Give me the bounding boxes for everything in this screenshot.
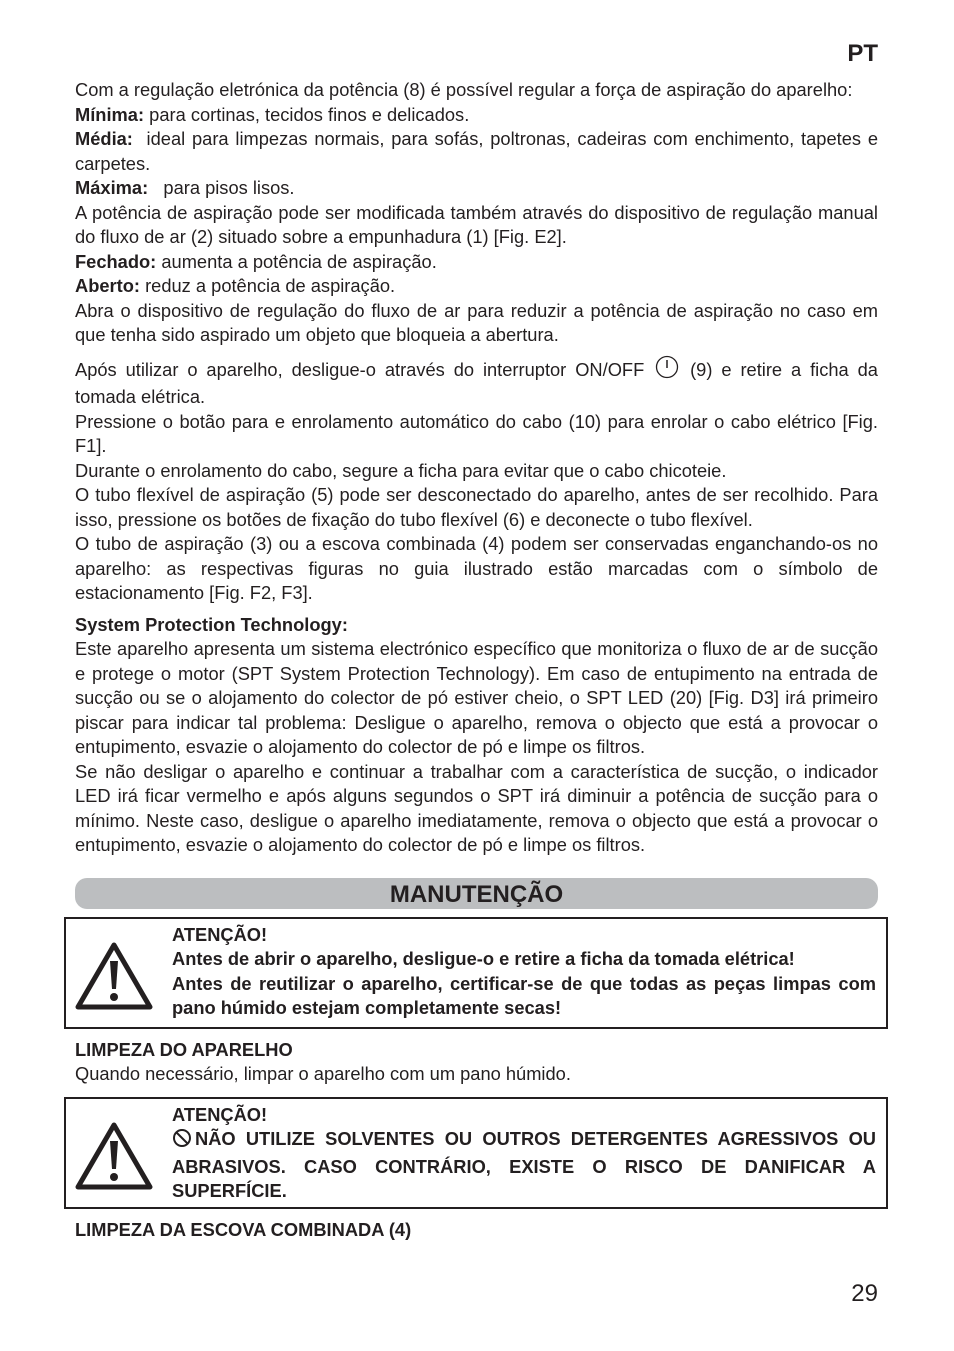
manual-regulation-text: A potência de aspiração pode ser modificada também através do dispositivo de regulação manual do fluxo de ar (2) situado sobre a empunhadura (1) [Fig. E2]. (75, 201, 878, 247)
cable-rewind-text: Pressione o botão para e enrolamento automático do cabo (10) para enrolar o cabo elétrico [Fig. F1]. (75, 410, 878, 456)
closed-setting: Fechado: aumenta a potência de aspiração. (75, 250, 437, 272)
warning-box-2 (64, 1097, 888, 1209)
warning-triangle-icon (74, 1121, 154, 1198)
warning-1-line-2: Antes de reutilizar o aparelho, certificar-se de que todas as peças limpas com pano húmido estejam completamente secas! (172, 972, 876, 1018)
warning-1-line-1: Antes de abrir o aparelho, desligue-o e retire a ficha da tomada elétrica! (172, 948, 795, 969)
warning-2-text: NÃO UTILIZE SOLVENTES OU OUTROS DETERGENTES AGRESSIVOS OU ABRASIVOS. CASO CONTRÁRIO, EXISTE O RISCO DE DANIFICAR A SUPERFÍCIE. (172, 1128, 876, 1201)
hose-text: O tubo flexível de aspiração (5) pode ser desconectado do aparelho, antes de ser recolhido. Para isso, pressione os botões de fixação do tubo flexível (6) e deconecte o tubo flexível. (75, 484, 878, 530)
open-setting: Aberto: reduz a potência de aspiração. (75, 275, 396, 296)
prohibited-icon (172, 1128, 192, 1155)
cleaning-text: Quando necessário, limpar o aparelho com um pano húmido. (75, 1063, 571, 1084)
page-number: 29 (851, 1280, 878, 1307)
spt-text-1: Este aparelho apresenta um sistema electrónico específico que monitoriza o fluxo de ar de sucção e protege o motor (SPT System Protection Technology). Em caso de entupimento na entrada de sucção ou se o alojamento do colector de pó estiver cheio, o SPT LED (20) [Fig. D3] irá primeiro piscar para indicar tal problema: Desligue o aparelho, remova o objecto que está a provocar o entupimento, esvazie o alojamento do colector de pó e limpe os filtros. (75, 638, 878, 757)
warning-box-1 (64, 917, 888, 1029)
warning-triangle-icon (74, 941, 154, 1018)
max-setting: Máxima: para pisos lisos. (75, 177, 295, 198)
hold-plug-text: Durante o enrolamento do cabo, segure a ficha para evitar que o cabo chicoteie. (75, 459, 727, 481)
parking-text: O tubo de aspiração (3) ou a escova combinada (4) podem ser conservadas enganchando-os no aparelho: as respectivas figuras no guia ilustrado estão marcadas com o símbolo de estacionamento [Fig. F2, F3]. (75, 533, 878, 603)
brush-cleaning-title: LIMPEZA DA ESCOVA COMBINADA (4) (75, 1218, 412, 1240)
page-content (75, 78, 878, 1242)
warning-2-title: ATENÇÃO! (172, 1103, 268, 1125)
spt-title: System Protection Technology: (75, 613, 348, 635)
open-valve-text: Abra o dispositivo de regulação do fluxo de ar para reduzir a potência de aspiração no caso em que tenha sido aspirado um objeto que bloqueia a abertura. (75, 299, 878, 345)
med-setting: Média: ideal para limpezas normais, para sofás, poltronas, cadeiras com enchimento, tapetes e carpetes. (75, 128, 878, 174)
spt-text-2: Se não desligar o aparelho e continuar a trabalhar com a característica de sucção, o indicador LED irá ficar vermelho e após alguns segundos o SPT irá diminuir a potência de sucção para o mínimo. Neste caso, desligue o aparelho imediatamente, remova o objecto que está a provocar o entupimento, esvazie o alojamento do colector de pó e limpe os filtros. (75, 760, 878, 855)
section-title-maintenance: MANUTENÇÃO (75, 878, 878, 909)
language-code: PT (847, 40, 878, 67)
cleaning-title: LIMPEZA DO APARELHO (75, 1038, 293, 1060)
warning-1-title: ATENÇÃO! (172, 923, 268, 945)
after-use-text: Após utilizar o aparelho, desligue-o através do interruptor ON/OFF (9) e retire a ficha da tomada elétrica. (75, 355, 878, 410)
intro-text: Com a regulação eletrónica da potência (8) é possível regular a força de aspiração do aparelho: (75, 79, 853, 100)
min-setting: Mínima: para cortinas, tecidos finos e delicados. (75, 103, 470, 125)
power-icon (655, 355, 679, 386)
